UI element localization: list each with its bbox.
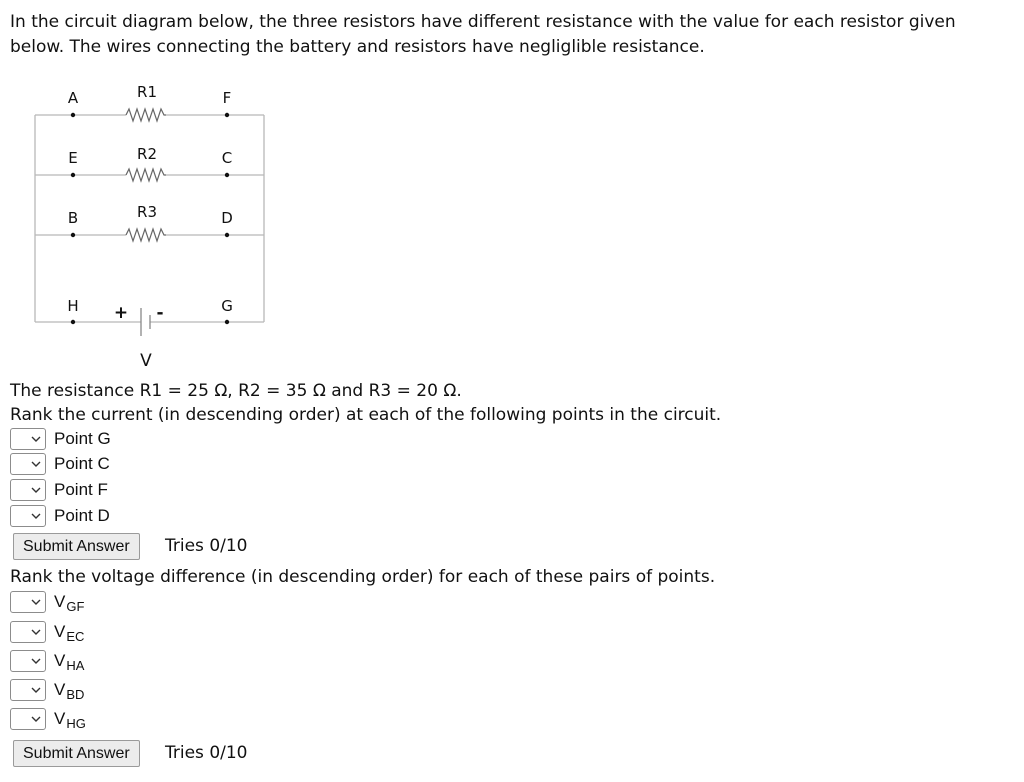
voltage-subscript: EC — [66, 629, 85, 644]
current-item-label: Point G — [54, 429, 111, 448]
label-point-g: G — [221, 297, 233, 315]
resistor-r3-symbol — [126, 229, 166, 241]
label-point-d: D — [221, 209, 233, 227]
chevron-down-icon — [31, 513, 41, 519]
label-resistor-r1: R1 — [137, 83, 157, 101]
voltage-rank-select-vbd[interactable] — [10, 679, 46, 701]
voltage-item-label — [54, 651, 84, 671]
current-tries-counter: Tries 0/10 — [165, 536, 248, 556]
circuit-diagram — [0, 0, 290, 380]
battery-minus-sign: - — [156, 303, 164, 323]
current-rank-select-point-f[interactable] — [10, 479, 46, 501]
node-e-dot — [71, 173, 75, 177]
voltage-rank-select-vgf[interactable] — [10, 591, 46, 613]
voltage-rank-select-vha[interactable] — [10, 650, 46, 672]
current-submit-button[interactable]: Submit Answer — [13, 533, 140, 560]
voltage-subscript: BD — [66, 687, 85, 702]
label-point-e: E — [68, 149, 78, 167]
voltage-item-label — [54, 680, 84, 700]
voltage-symbol: V — [54, 622, 66, 641]
node-b-dot — [71, 233, 75, 237]
label-point-f: F — [222, 89, 232, 107]
voltage-submit-button[interactable]: Submit Answer — [13, 740, 140, 767]
node-a-dot — [71, 113, 75, 117]
current-rank-row-point-f — [10, 478, 108, 502]
label-resistor-r3: R3 — [137, 203, 157, 221]
current-rank-select-point-c[interactable] — [10, 453, 46, 475]
voltage-rank-row-vhg — [10, 707, 86, 731]
current-rank-select-point-g[interactable] — [10, 428, 46, 450]
resistor-r1-symbol — [126, 109, 166, 121]
current-rank-row-point-d — [10, 504, 110, 528]
voltage-symbol: V — [54, 680, 66, 699]
voltage-symbol: V — [54, 651, 66, 670]
current-rank-row-point-c — [10, 452, 110, 476]
chevron-down-icon — [31, 716, 41, 722]
chevron-down-icon — [31, 461, 41, 467]
problem-intro: In the circuit diagram below, the three resistors have different resistance with the value for each resistor given below. The wires connecting the battery and resistors have negliglible resistance. — [10, 12, 956, 57]
chevron-down-icon — [31, 487, 41, 493]
label-point-a: A — [67, 89, 79, 107]
node-h-dot — [71, 320, 75, 324]
voltage-rank-row-vbd — [10, 678, 84, 702]
label-resistor-r2: R2 — [137, 145, 157, 163]
voltage-item-label — [54, 592, 84, 612]
voltage-ranking-prompt: Rank the voltage difference (in descending order) for each of these pairs of points. — [10, 567, 716, 587]
label-point-h: H — [67, 297, 79, 315]
voltage-item-label — [54, 709, 86, 729]
chevron-down-icon — [31, 629, 41, 635]
voltage-rank-row-vha — [10, 649, 84, 673]
current-item-label: Point C — [54, 454, 110, 473]
current-item-label: Point D — [54, 506, 110, 525]
current-rank-row-point-g — [10, 427, 111, 451]
chevron-down-icon — [31, 658, 41, 664]
label-point-b: B — [67, 209, 79, 227]
voltage-rank-row-vgf — [10, 590, 84, 614]
node-d-dot — [225, 233, 229, 237]
node-c-dot — [225, 173, 229, 177]
voltage-subscript: HG — [66, 716, 86, 731]
voltage-rank-select-vhg[interactable] — [10, 708, 46, 730]
battery-voltage-label: V — [140, 351, 152, 371]
battery-plus-sign: + — [113, 303, 129, 323]
current-ranking-prompt: Rank the current (in descending order) at each of the following points in the circuit. — [10, 405, 722, 425]
resistor-r2-symbol — [126, 169, 166, 181]
chevron-down-icon — [31, 436, 41, 442]
label-point-c: C — [221, 149, 233, 167]
voltage-rank-select-vec[interactable] — [10, 621, 46, 643]
voltage-symbol: V — [54, 592, 66, 611]
voltage-rank-row-vec — [10, 620, 84, 644]
voltage-subscript: GF — [66, 599, 85, 614]
voltage-symbol: V — [54, 709, 66, 728]
chevron-down-icon — [31, 599, 41, 605]
resistance-values: The resistance R1 = 25 Ω, R2 = 35 Ω and R3 = 20 Ω. — [10, 381, 462, 401]
voltage-subscript: HA — [66, 658, 85, 673]
chevron-down-icon — [31, 687, 41, 693]
node-g-dot — [225, 320, 229, 324]
current-item-label: Point F — [54, 480, 108, 499]
node-f-dot — [225, 113, 229, 117]
current-rank-select-point-d[interactable] — [10, 505, 46, 527]
voltage-item-label — [54, 622, 84, 642]
voltage-tries-counter: Tries 0/10 — [165, 743, 248, 763]
